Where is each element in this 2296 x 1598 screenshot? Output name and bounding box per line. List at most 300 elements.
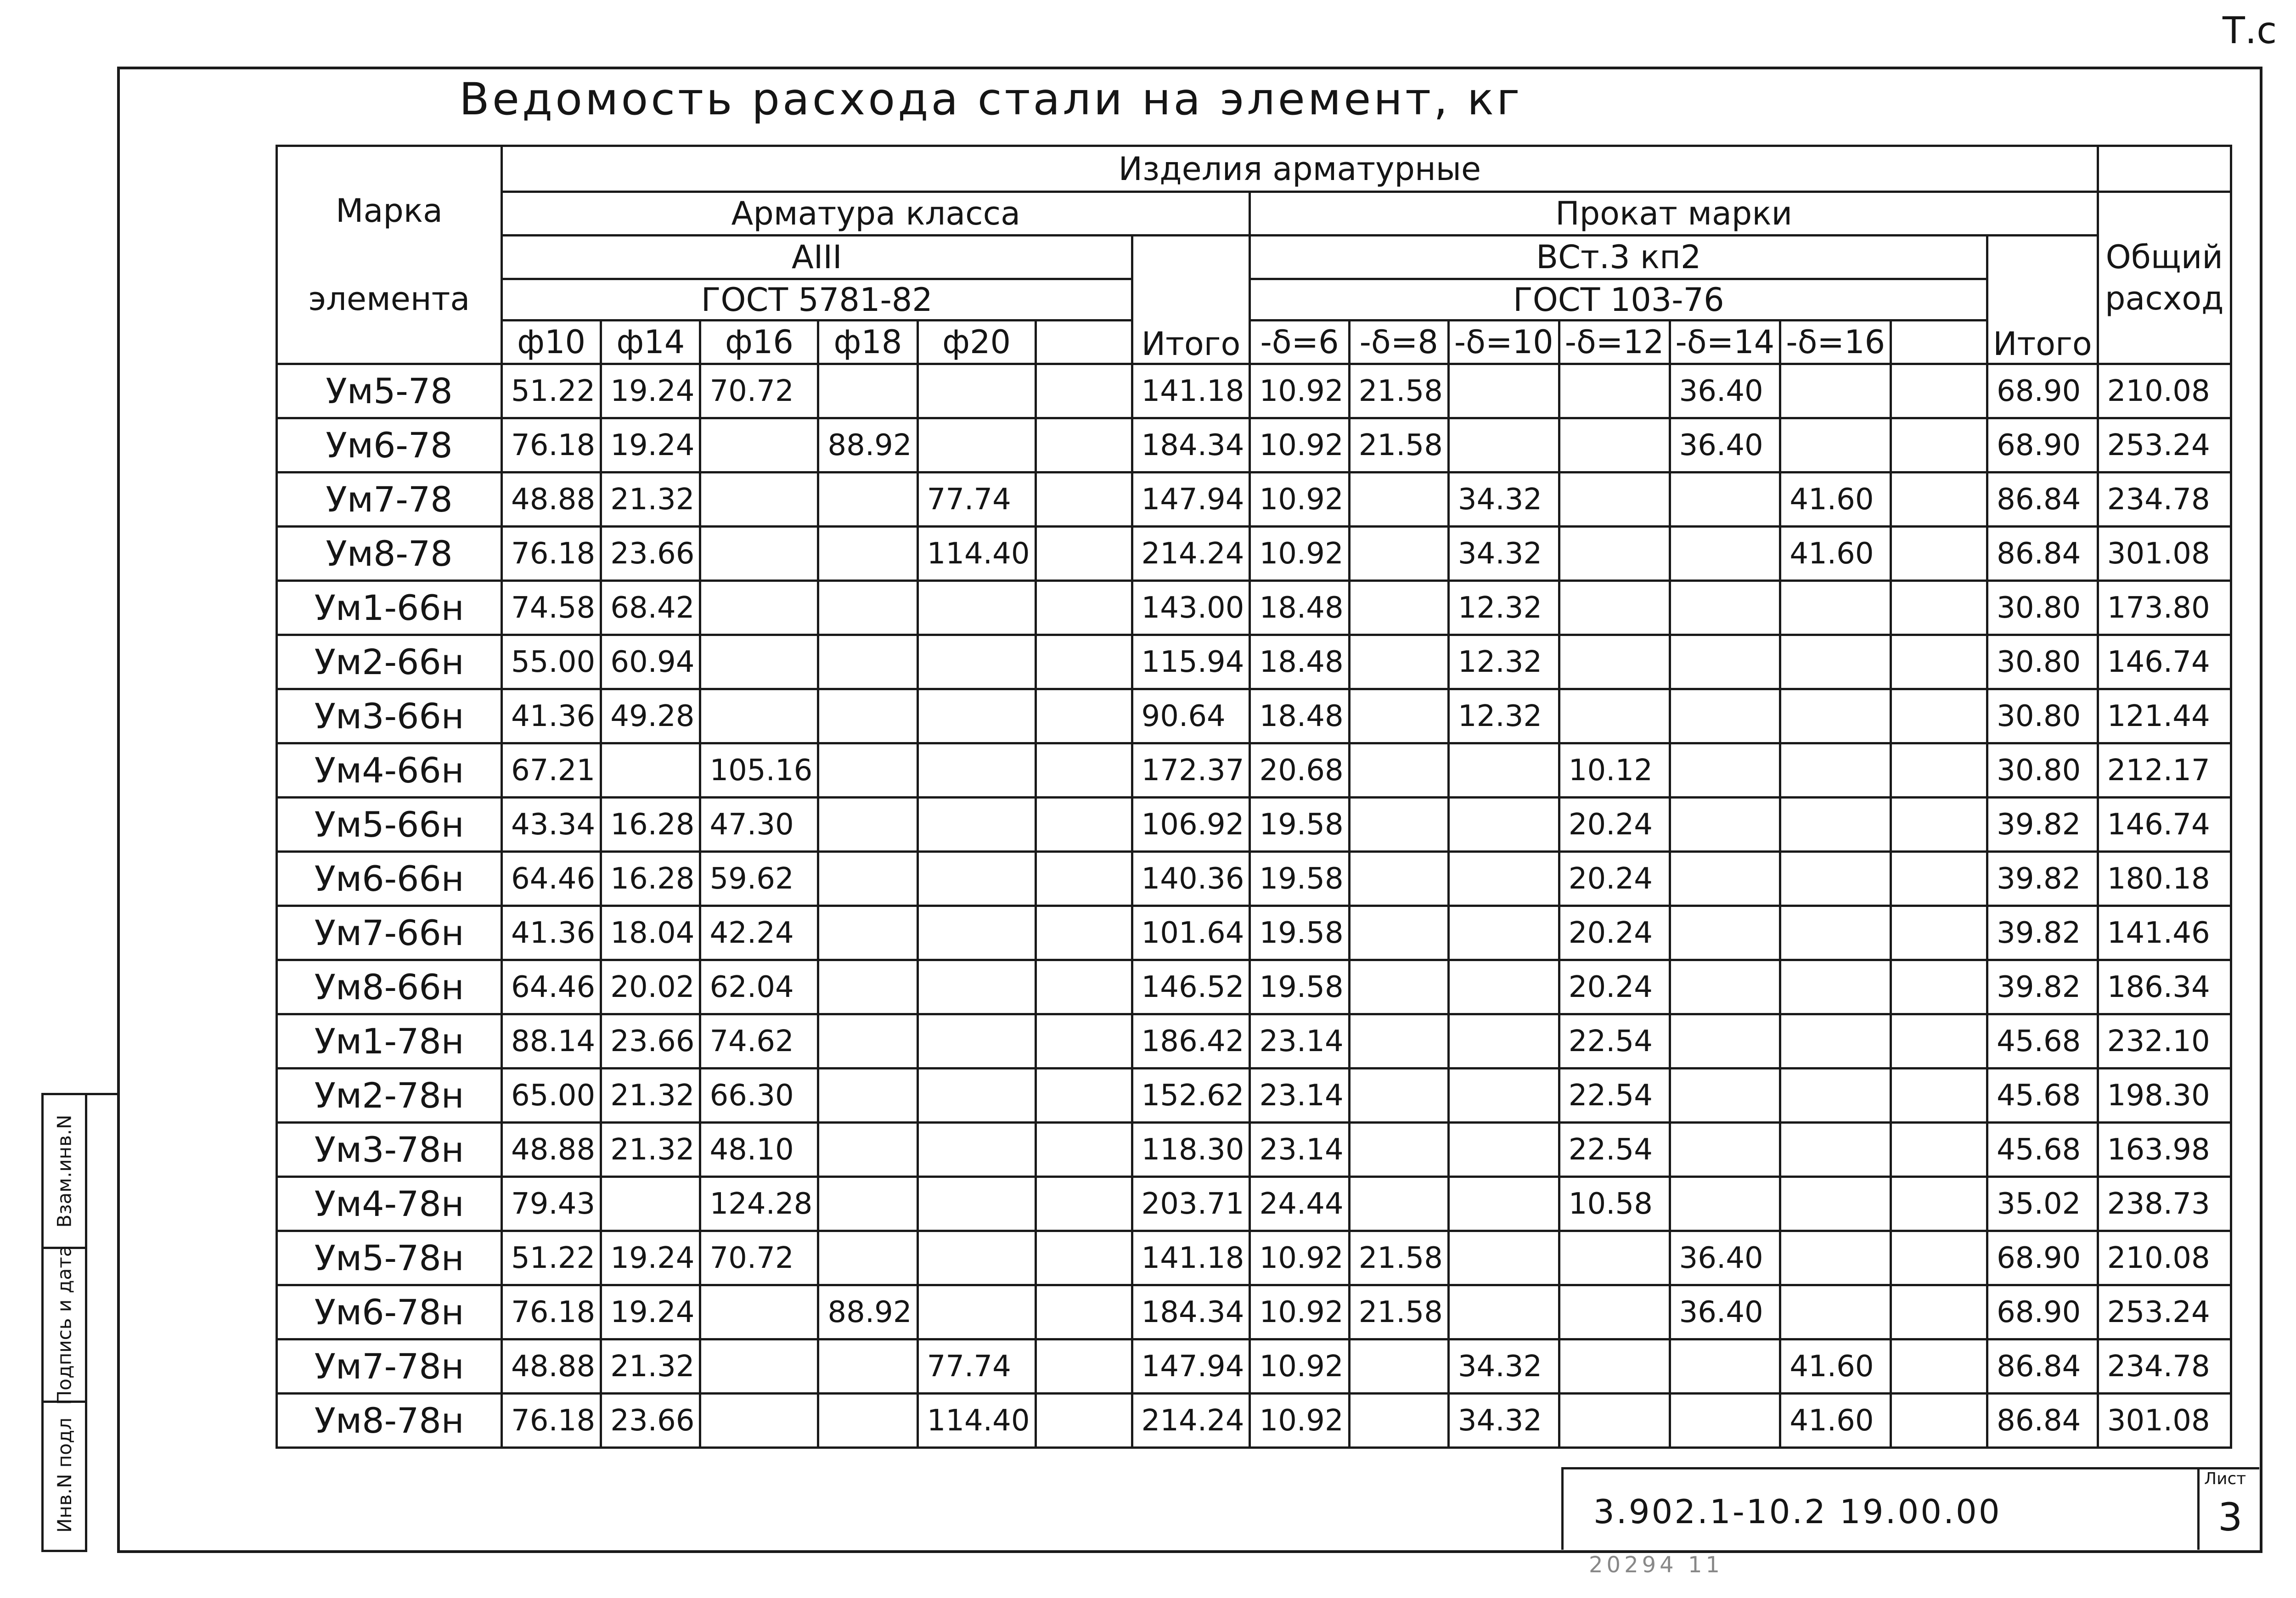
value-cell — [1780, 906, 1891, 960]
value-cell — [1670, 743, 1780, 798]
value-cell — [1448, 364, 1559, 418]
value-cell: 65.00 — [502, 1069, 601, 1123]
value-cell — [818, 1014, 917, 1069]
value-cell: 106.92 — [1132, 798, 1250, 852]
value-cell — [1891, 527, 1987, 581]
value-cell — [917, 1285, 1035, 1339]
value-cell — [1448, 1123, 1559, 1177]
value-cell: 141.18 — [1132, 364, 1250, 418]
value-cell — [917, 635, 1035, 689]
value-cell: 152.62 — [1132, 1069, 1250, 1123]
value-cell — [1035, 743, 1132, 798]
value-cell: 68.90 — [1987, 1285, 2098, 1339]
value-cell: 66.30 — [700, 1069, 818, 1123]
value-cell: 180.18 — [2098, 852, 2231, 906]
side-stamp-spacer — [83, 1093, 119, 1550]
value-cell: 86.84 — [1987, 1394, 2098, 1448]
value-cell — [1035, 581, 1132, 635]
value-cell — [1349, 906, 1448, 960]
value-cell: 21.32 — [601, 1123, 700, 1177]
value-cell: 51.22 — [502, 364, 601, 418]
value-cell: 41.36 — [502, 906, 601, 960]
value-cell — [1670, 1069, 1780, 1123]
value-cell — [700, 1339, 818, 1394]
value-cell — [1559, 473, 1670, 527]
value-cell — [1891, 418, 1987, 473]
value-cell: 105.16 — [700, 743, 818, 798]
element-mark-cell: Ум5-78 — [277, 364, 502, 418]
value-cell: 47.30 — [700, 798, 818, 852]
value-cell — [818, 527, 917, 581]
value-cell: 186.42 — [1132, 1014, 1250, 1069]
value-cell: 49.28 — [601, 689, 700, 743]
value-cell — [1780, 635, 1891, 689]
value-cell — [1780, 581, 1891, 635]
rolled-col-header: -δ=12 — [1559, 321, 1670, 364]
value-cell: 19.24 — [601, 1285, 700, 1339]
value-cell — [1780, 852, 1891, 906]
rolled-mark-header: Прокат марки — [1250, 192, 2098, 236]
value-cell: 186.34 — [2098, 960, 2231, 1014]
rolled-col-header: -δ=16 — [1780, 321, 1891, 364]
rolled-total-header: Итого — [1987, 236, 2098, 364]
value-cell: 16.28 — [601, 852, 700, 906]
value-cell — [818, 1231, 917, 1285]
value-cell — [1670, 635, 1780, 689]
table-row — [277, 1339, 2231, 1394]
value-cell — [1035, 418, 1132, 473]
value-cell: 67.21 — [502, 743, 601, 798]
value-cell: 143.00 — [1132, 581, 1250, 635]
table-row — [277, 906, 2231, 960]
element-mark-cell: Ум7-78н — [277, 1339, 502, 1394]
value-cell: 18.48 — [1250, 581, 1349, 635]
value-cell — [917, 798, 1035, 852]
document-code: 3.902.1-10.2 19.00.00 — [1593, 1492, 2002, 1531]
value-cell — [1559, 581, 1670, 635]
value-cell: 51.22 — [502, 1231, 601, 1285]
value-cell — [818, 1123, 917, 1177]
value-cell: 115.94 — [1132, 635, 1250, 689]
rolled-col-header: -δ=14 — [1670, 321, 1780, 364]
value-cell — [1349, 581, 1448, 635]
value-cell: 141.46 — [2098, 906, 2231, 960]
value-cell — [1448, 743, 1559, 798]
sheet-number: 3 — [2218, 1495, 2243, 1540]
value-cell — [917, 364, 1035, 418]
value-cell: 146.74 — [2098, 635, 2231, 689]
value-cell: 10.92 — [1250, 473, 1349, 527]
value-cell: 184.34 — [1132, 418, 1250, 473]
table-row — [277, 960, 2231, 1014]
value-cell — [1780, 1231, 1891, 1285]
value-cell: 24.44 — [1250, 1177, 1349, 1231]
value-cell: 301.08 — [2098, 1394, 2231, 1448]
element-mark-cell: Ум4-78н — [277, 1177, 502, 1231]
value-cell: 30.80 — [1987, 689, 2098, 743]
value-cell — [1349, 527, 1448, 581]
value-cell: 68.90 — [1987, 1231, 2098, 1285]
value-cell — [1035, 1177, 1132, 1231]
table-row — [277, 1014, 2231, 1069]
value-cell — [1670, 960, 1780, 1014]
value-cell — [1780, 1069, 1891, 1123]
element-mark-cell: Ум2-66н — [277, 635, 502, 689]
value-cell — [917, 1069, 1035, 1123]
value-cell: 147.94 — [1132, 1339, 1250, 1394]
value-cell: 114.40 — [917, 527, 1035, 581]
value-cell: 147.94 — [1132, 473, 1250, 527]
value-cell — [1780, 1177, 1891, 1231]
value-cell — [818, 364, 917, 418]
value-cell — [1349, 1123, 1448, 1177]
table-row — [277, 527, 2231, 581]
value-cell — [1891, 1069, 1987, 1123]
value-cell — [1035, 1339, 1132, 1394]
value-cell: 21.58 — [1349, 364, 1448, 418]
value-cell: 36.40 — [1670, 1285, 1780, 1339]
side-stamp-cell — [44, 1245, 85, 1405]
value-cell: 10.58 — [1559, 1177, 1670, 1231]
value-cell: 19.58 — [1250, 798, 1349, 852]
element-mark-cell: Ум1-66н — [277, 581, 502, 635]
group-header: Изделия арматурные — [502, 146, 2098, 192]
value-cell: 39.82 — [1987, 906, 2098, 960]
value-cell: 68.90 — [1987, 364, 2098, 418]
value-cell — [700, 635, 818, 689]
value-cell: 124.28 — [700, 1177, 818, 1231]
rebar-col-header — [1035, 321, 1132, 364]
value-cell — [1780, 1123, 1891, 1177]
value-cell: 121.44 — [2098, 689, 2231, 743]
value-cell — [1780, 1285, 1891, 1339]
value-cell: 74.58 — [502, 581, 601, 635]
value-cell: 234.78 — [2098, 1339, 2231, 1394]
rebar-col-header: ф10 — [502, 321, 601, 364]
side-stamp — [41, 1093, 87, 1552]
value-cell: 68.42 — [601, 581, 700, 635]
rolled-col-header — [1891, 321, 1987, 364]
value-cell — [818, 689, 917, 743]
value-cell: 41.36 — [502, 689, 601, 743]
value-cell: 62.04 — [700, 960, 818, 1014]
value-cell: 12.32 — [1448, 581, 1559, 635]
value-cell: 10.92 — [1250, 1394, 1349, 1448]
value-cell: 16.28 — [601, 798, 700, 852]
value-cell — [1891, 743, 1987, 798]
value-cell — [917, 906, 1035, 960]
value-cell — [1349, 960, 1448, 1014]
table-row — [277, 1177, 2231, 1231]
value-cell: 59.62 — [700, 852, 818, 906]
value-cell: 210.08 — [2098, 364, 2231, 418]
value-cell — [1891, 635, 1987, 689]
table-row — [277, 689, 2231, 743]
value-cell — [1349, 1339, 1448, 1394]
value-cell — [1349, 1394, 1448, 1448]
table-row — [277, 473, 2231, 527]
value-cell: 36.40 — [1670, 364, 1780, 418]
value-cell: 203.71 — [1132, 1177, 1250, 1231]
value-cell: 77.74 — [917, 473, 1035, 527]
value-cell — [1670, 852, 1780, 906]
value-cell — [917, 1014, 1035, 1069]
value-cell: 212.17 — [2098, 743, 2231, 798]
value-cell: 70.72 — [700, 364, 818, 418]
value-cell: 41.60 — [1780, 1339, 1891, 1394]
rolled-gost-header: ГОСТ 103-76 — [1250, 279, 1987, 321]
value-cell: 43.34 — [502, 798, 601, 852]
rebar-col-header: ф18 — [818, 321, 917, 364]
table-row — [277, 1069, 2231, 1123]
value-cell: 18.04 — [601, 906, 700, 960]
table-row — [277, 1285, 2231, 1339]
value-cell — [1448, 1069, 1559, 1123]
value-cell — [1349, 798, 1448, 852]
value-cell — [1035, 798, 1132, 852]
value-cell: 20.68 — [1250, 743, 1349, 798]
value-cell: 23.14 — [1250, 1069, 1349, 1123]
value-cell: 146.74 — [2098, 798, 2231, 852]
value-cell: 23.14 — [1250, 1014, 1349, 1069]
table-row — [277, 1123, 2231, 1177]
grand-total-label: Общий расход — [2105, 238, 2224, 317]
value-cell: 19.58 — [1250, 906, 1349, 960]
value-cell — [1780, 743, 1891, 798]
element-mark-cell: Ум3-66н — [277, 689, 502, 743]
value-cell — [1349, 635, 1448, 689]
value-cell: 45.68 — [1987, 1014, 2098, 1069]
value-cell: 90.64 — [1132, 689, 1250, 743]
value-cell — [1670, 906, 1780, 960]
value-cell: 198.30 — [2098, 1069, 2231, 1123]
value-cell — [1448, 906, 1559, 960]
value-cell: 232.10 — [2098, 1014, 2231, 1069]
value-cell — [1035, 1285, 1132, 1339]
value-cell: 210.08 — [2098, 1231, 2231, 1285]
value-cell — [700, 1394, 818, 1448]
value-cell: 42.24 — [700, 906, 818, 960]
value-cell: 101.64 — [1132, 906, 1250, 960]
value-cell — [818, 1394, 917, 1448]
value-cell — [700, 418, 818, 473]
value-cell — [1670, 1394, 1780, 1448]
value-cell — [1891, 852, 1987, 906]
value-cell: 22.54 — [1559, 1123, 1670, 1177]
value-cell — [1559, 527, 1670, 581]
value-cell: 64.46 — [502, 852, 601, 906]
corner-mark: Т.с — [2223, 9, 2277, 52]
value-cell: 12.32 — [1448, 635, 1559, 689]
value-cell — [1349, 852, 1448, 906]
value-cell: 10.12 — [1559, 743, 1670, 798]
value-cell — [1670, 473, 1780, 527]
value-cell: 21.58 — [1349, 418, 1448, 473]
value-cell: 19.58 — [1250, 852, 1349, 906]
value-cell — [1349, 1177, 1448, 1231]
value-cell: 86.84 — [1987, 1339, 2098, 1394]
value-cell: 76.18 — [502, 1285, 601, 1339]
value-cell: 48.10 — [700, 1123, 818, 1177]
value-cell: 48.88 — [502, 1123, 601, 1177]
value-cell: 39.82 — [1987, 960, 2098, 1014]
value-cell: 10.92 — [1250, 1339, 1349, 1394]
value-cell: 39.82 — [1987, 852, 2098, 906]
value-cell: 77.74 — [917, 1339, 1035, 1394]
value-cell — [1035, 635, 1132, 689]
value-cell: 19.24 — [601, 1231, 700, 1285]
element-mark-cell: Ум3-78н — [277, 1123, 502, 1177]
value-cell: 238.73 — [2098, 1177, 2231, 1231]
value-cell — [1891, 364, 1987, 418]
value-cell — [818, 798, 917, 852]
rebar-total-header: Итого — [1132, 236, 1250, 364]
value-cell: 20.24 — [1559, 960, 1670, 1014]
value-cell: 10.92 — [1250, 364, 1349, 418]
value-cell — [917, 1123, 1035, 1177]
value-cell — [818, 1177, 917, 1231]
element-mark-cell: Ум8-78 — [277, 527, 502, 581]
value-cell: 22.54 — [1559, 1014, 1670, 1069]
value-cell: 76.18 — [502, 1394, 601, 1448]
value-cell — [601, 743, 700, 798]
value-cell — [1559, 689, 1670, 743]
value-cell — [1891, 1123, 1987, 1177]
rebar-col-header: ф14 — [601, 321, 700, 364]
value-cell — [1780, 689, 1891, 743]
table-body — [277, 364, 2231, 1448]
value-cell: 146.52 — [1132, 960, 1250, 1014]
table-row — [277, 798, 2231, 852]
value-cell: 234.78 — [2098, 473, 2231, 527]
value-cell — [1349, 1014, 1448, 1069]
value-cell — [818, 743, 917, 798]
table-row — [277, 743, 2231, 798]
value-cell — [700, 1285, 818, 1339]
value-cell: 23.66 — [601, 1394, 700, 1448]
value-cell — [1349, 743, 1448, 798]
value-cell — [1035, 364, 1132, 418]
value-cell — [1349, 473, 1448, 527]
element-mark-cell: Ум8-78н — [277, 1394, 502, 1448]
steel-consumption-table — [276, 145, 2232, 1449]
value-cell — [1891, 473, 1987, 527]
rolled-col-header: -δ=10 — [1448, 321, 1559, 364]
value-cell: 88.92 — [818, 418, 917, 473]
value-cell — [1448, 852, 1559, 906]
value-cell — [1559, 1339, 1670, 1394]
side-stamp-text: Взам.инв.N — [53, 1114, 76, 1228]
value-cell — [1780, 798, 1891, 852]
value-cell: 36.40 — [1670, 418, 1780, 473]
value-cell — [1035, 1123, 1132, 1177]
element-mark-cell: Ум5-78н — [277, 1231, 502, 1285]
value-cell — [1035, 960, 1132, 1014]
table-row — [277, 852, 2231, 906]
value-cell — [917, 1177, 1035, 1231]
value-cell: 41.60 — [1780, 473, 1891, 527]
value-cell — [917, 852, 1035, 906]
value-cell: 10.92 — [1250, 1231, 1349, 1285]
value-cell — [601, 1177, 700, 1231]
value-cell — [1035, 689, 1132, 743]
value-cell: 118.30 — [1132, 1123, 1250, 1177]
side-stamp-text: Подпись и дата — [53, 1245, 76, 1405]
archive-number: 20294 11 — [1589, 1552, 1724, 1578]
value-cell: 79.43 — [502, 1177, 601, 1231]
value-cell: 18.48 — [1250, 635, 1349, 689]
value-cell: 86.84 — [1987, 473, 2098, 527]
mark-header-line2: элемента — [308, 280, 470, 318]
page-title: Ведомость расхода стали на элемент, кг — [459, 73, 1523, 125]
value-cell: 10.92 — [1250, 418, 1349, 473]
value-cell — [1670, 1339, 1780, 1394]
side-stamp-cell — [44, 1403, 85, 1547]
value-cell — [818, 960, 917, 1014]
rolled-grade-header: ВСт.3 кп2 — [1250, 236, 1987, 279]
value-cell: 34.32 — [1448, 1339, 1559, 1394]
value-cell — [1448, 798, 1559, 852]
value-cell — [1780, 1014, 1891, 1069]
rebar-class-header: Арматура класса — [502, 192, 1250, 236]
value-cell: 48.88 — [502, 473, 601, 527]
value-cell — [1891, 906, 1987, 960]
value-cell — [700, 473, 818, 527]
value-cell: 55.00 — [502, 635, 601, 689]
value-cell: 18.48 — [1250, 689, 1349, 743]
value-cell — [1891, 1231, 1987, 1285]
value-cell: 23.66 — [601, 527, 700, 581]
value-cell: 19.24 — [601, 364, 700, 418]
value-cell: 141.18 — [1132, 1231, 1250, 1285]
element-mark-cell: Ум6-66н — [277, 852, 502, 906]
value-cell: 184.34 — [1132, 1285, 1250, 1339]
table-row — [277, 418, 2231, 473]
value-cell: 88.92 — [818, 1285, 917, 1339]
value-cell — [1448, 1014, 1559, 1069]
value-cell — [1559, 1285, 1670, 1339]
value-cell: 45.68 — [1987, 1069, 2098, 1123]
value-cell — [1891, 1339, 1987, 1394]
value-cell: 10.92 — [1250, 1285, 1349, 1339]
table-row — [277, 581, 2231, 635]
value-cell: 172.37 — [1132, 743, 1250, 798]
value-cell — [1891, 1285, 1987, 1339]
sheet-label: Лист — [2204, 1469, 2246, 1488]
element-mark-cell: Ум1-78н — [277, 1014, 502, 1069]
mark-header-cell — [277, 146, 502, 364]
value-cell: 114.40 — [917, 1394, 1035, 1448]
table-row — [277, 364, 2231, 418]
value-cell: 21.32 — [601, 473, 700, 527]
value-cell: 74.62 — [700, 1014, 818, 1069]
rebar-col-header: ф16 — [700, 321, 818, 364]
value-cell: 88.14 — [502, 1014, 601, 1069]
element-mark-cell: Ум7-66н — [277, 906, 502, 960]
value-cell: 301.08 — [2098, 527, 2231, 581]
value-cell — [700, 581, 818, 635]
side-stamp-text: Инв.N подл — [53, 1418, 76, 1533]
value-cell: 23.66 — [601, 1014, 700, 1069]
value-cell: 48.88 — [502, 1339, 601, 1394]
element-mark-cell: Ум6-78н — [277, 1285, 502, 1339]
value-cell: 10.92 — [1250, 527, 1349, 581]
mark-header-line1: Марка — [336, 192, 443, 230]
value-cell — [1035, 1394, 1132, 1448]
value-cell: 23.14 — [1250, 1123, 1349, 1177]
value-cell: 173.80 — [2098, 581, 2231, 635]
value-cell — [1891, 689, 1987, 743]
